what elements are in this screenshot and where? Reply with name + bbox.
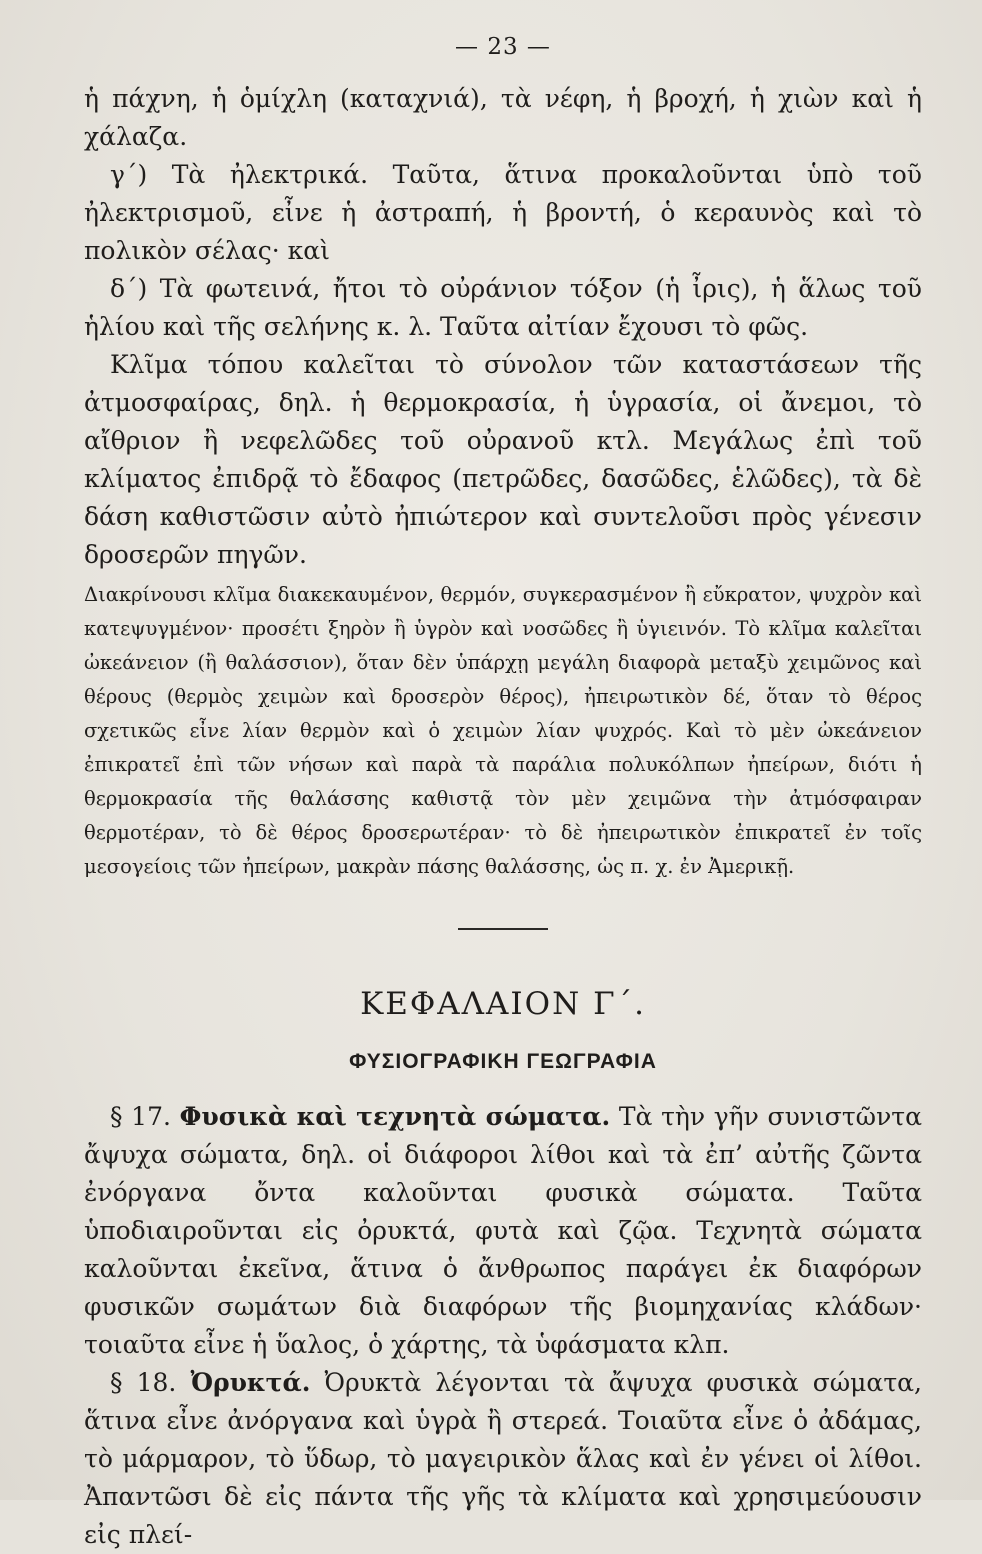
section-17-heading: Φυσικὰ καὶ τεχνητὰ σώματα. [179, 1102, 611, 1131]
paragraph-small-print: Διακρίνουσι κλῖμα διακεκαυμένον, θερμόν, συγκερασμένον ἢ εὔκρατον, ψυχρὸν καὶ κατεψυγμένον· προσέτι ξηρὸν ἢ ὑγρὸν καὶ νοσῶδες ἢ ὑγιεινόν. Τὸ κλῖμα καλεῖται ὠκεάνειον (ἢ θαλάσσιον), ὅταν δὲν ὑπάρχῃ μεγάλη διαφορὰ μεταξὺ χειμῶνος καὶ θέρους (θερμὸς χειμὼν καὶ δροσερὸν θέρος), ἠπειρωτικὸν δέ, ὅταν τὸ θέρος σχετικῶς εἶνε λίαν θερμὸν καὶ ὁ χειμὼν λίαν ψυχρός. Καὶ τὸ μὲν ὠκεάνειον ἐπικρατεῖ ἐπὶ τῶν νήσων καὶ παρὰ τὰ παράλια πολυκόλπων ἠπείρων, διότι ἡ θερμοκρασία τῆς θαλάσσης καθιστᾷ τὸν μὲν χειμῶνα τὴν ἀτμόσφαιραν θερμοτέραν, τὸ δὲ θέρος δροσερωτέραν· τὸ δὲ ἠπειρωτικὸν ἐπικρατεῖ ἐν τοῖς μεσογείοις τῶν ἠπείρων, μακρὰν πάσης θαλάσσης, ὡς π. χ. ἐν Ἀμερικῇ. [84, 583, 922, 878]
chapter-title: ΚΕΦΑΛΑΙΟΝ Γ΄. [360, 986, 646, 1022]
section-17-number: § 17. [110, 1102, 171, 1131]
chapter-subtitle: ΦΥΣΙΟΓΡΑΦΙΚΗ ΓΕΩΓΡΑΦΙΑ [349, 1050, 657, 1073]
paragraph-1: ἡ πάχνη, ἡ ὁμίχλη (καταχνιά), τὰ νέφη, ἡ βροχή, ἡ χιὼν καὶ ἡ χάλαζα. [84, 84, 922, 151]
section-17 [84, 1098, 922, 1364]
page-number: — 23 — [455, 34, 551, 60]
paragraph-2: γ΄) Τὰ ἠλεκτρικά. Ταῦτα, ἅτινα προκαλοῦνται ὑπὸ τοῦ ἠλεκτρισμοῦ, εἶνε ἡ ἀστραπή, ἡ βροντή, ὁ κεραυνὸς καὶ τὸ πολικὸν σέλας· καὶ [84, 160, 922, 265]
section-18 [84, 1364, 922, 1554]
paragraph-climate: Κλῖμα τόπου καλεῖται τὸ σύνολον τῶν καταστάσεων τῆς ἀτμοσφαίρας, δηλ. ἡ θερμοκρασία, ἡ ὑγρασία, οἱ ἄνεμοι, τὸ αἴθριον ἢ νεφελῶδες τοῦ οὐρανοῦ κτλ. Μεγάλως ἐπὶ τοῦ κλίματος ἐπιδρᾷ τὸ ἔδαφος (πετρῶδες, δασῶδες, ἑλῶδες), τὰ δὲ δάση καθιστῶσιν αὐτὸ ἠπιώτερον καὶ συντελοῦσι πρὸς γένεσιν δροσερῶν πηγῶν. [84, 350, 922, 569]
section-18-text: Ὀρυκτὰ λέγονται τὰ ἄψυχα φυσικὰ σώματα, ἅτινα εἶνε ἀνόργανα καὶ ὑγρὰ ἢ στερεά. Τοιαῦτα εἶνε ὁ ἀδάμας, τὸ μάρμαρον, τὸ ὕδωρ, τὸ μαγειρικὸν ἅλας καὶ ἐν γένει οἱ λίθοι. Ἀπαντῶσι δὲ εἰς πάντα τῆς γῆς τὰ κλίματα καὶ χρησιμεύουσιν εἰς πλεί- [84, 1368, 922, 1549]
section-17-text: Τὰ τὴν γῆν συνιστῶντα ἄψυχα σώματα, δηλ. οἱ διάφοροι λίθοι καὶ τὰ ἐπ’ αὐτῆς ζῶντα ἐνόργανα ὄντα καλοῦνται φυσικὰ σώματα. Ταῦτα ὑποδιαιροῦνται εἰς ὀρυκτά, φυτὰ καὶ ζῷα. Τεχνητὰ σώματα καλοῦνται ἐκεῖνα, ἅτινα ὁ ἄνθρωπος παράγει ἐκ διαφόρων φυσικῶν σωμάτων διὰ διαφόρων τῆς βιομηχανίας κλάδων· τοιαῦτα εἶνε ἡ ὕαλος, ὁ χάρτης, τὰ ὑφάσματα κλπ. [84, 1102, 922, 1359]
section-divider [458, 928, 548, 930]
section-18-number: § 18. [110, 1368, 177, 1397]
section-18-heading: Ὀρυκτά. [190, 1368, 311, 1397]
paragraph-3: δ΄) Τὰ φωτεινά, ἤτοι τὸ οὐράνιον τόξον (ἡ ἶρις), ἡ ἅλως τοῦ ἡλίου καὶ τῆς σελήνης κ. λ. Ταῦτα αἰτίαν ἔχουσι τὸ φῶς. [84, 274, 922, 341]
